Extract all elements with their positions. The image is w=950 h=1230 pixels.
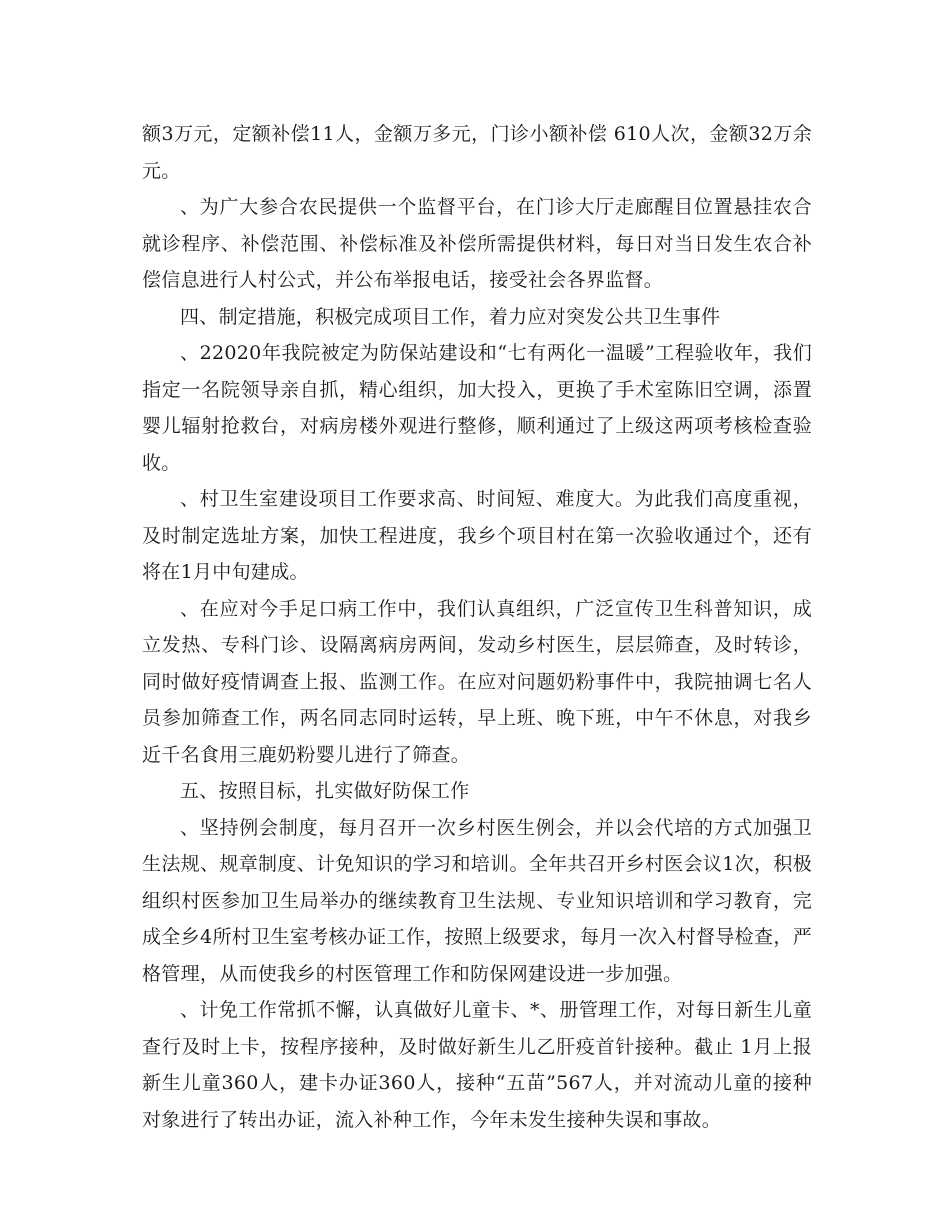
paragraph: 、为广大参合农民提供一个监督平台，在门诊大厅走廊醒目位置悬挂农合就诊程序、补偿范围、补偿标准及补偿所需提供材料，每日对当日发生农合补偿信息进行人村公式，并公布举报电话，接受社会各界监督。 [142,196,812,291]
paragraph: 、村卫生室建设项目工作要求高、时间短、难度大。为此我们高度重视，及时制定选址方案，加快工程进度，我乡个项目村在第一次验收通过个，还有将在1月中旬建成。 [142,488,812,583]
section-heading: 四、制定措施，积极完成项目工作，着力应对突发公共卫生事件 [180,305,721,328]
paragraph: 、计免工作常抓不懈，认真做好儿童卡、*、册管理工作，对每日新生儿童查行及时上卡，按程序接种，及时做好新生儿乙肝疫首针接种。截止 1月上报新生儿童360人，建卡办证360人，接种“五苗”567人，并对流动儿童的接种对象进行了转出办证，流入补种工作，今年未发生接种失误和事故。 [142,999,812,1131]
paragraph: 、22020年我院被定为防保站建设和“七有两化一温暖”工程验收年，我们指定一名院领导亲自抓，精心组织，加大投入，更换了手术室陈旧空调，添置婴儿辐射抢救台，对病房楼外观进行整修，顺利通过了上级这两项考核检查验收。 [142,342,812,474]
section-heading: 五、按照目标，扎实做好防保工作 [180,780,470,802]
document-body [142,116,812,1138]
paragraph: 、坚持例会制度，每月召开一次乡村医生例会，并以会代培的方式加强卫生法规、规章制度、计免知识的学习和培训。全年共召开乡村医会议1次，积极组织村医参加卫生局举办的继续教育卫生法规、专业知识培训和学习教育，完成全乡4所村卫生室考核办证工作，按照上级要求，每月一次入村督导检查，严格管理，从而使我乡的村医管理工作和防保网建设进一步加强。 [142,816,812,985]
paragraph-continuation: 额3万元，定额补偿11人，金额万多元，门诊小额补偿 610人次，金额32万余元。 [142,123,812,182]
paragraph: 、在应对今手足口病工作中，我们认真组织，广泛宣传卫生科普知识，成立发热、专科门诊、设隔离病房两间，发动乡村医生，层层筛查，及时转诊，同时做好疫情调查上报、监测工作。在应对问题奶粉事件中，我院抽调七名人员参加筛查工作，两名同志同时运转，早上班、晚下班，中午不休息，对我乡近千名食用三鹿奶粉婴儿进行了筛查。 [142,597,812,766]
